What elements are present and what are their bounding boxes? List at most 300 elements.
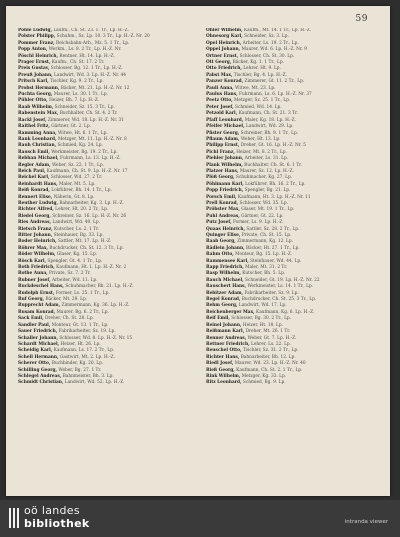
directory-entry [206, 297, 378, 302]
entry-name: Pabst Max, [206, 72, 233, 78]
entry-details: Zimmermann, Kg. 12. Lp. [237, 239, 294, 245]
entry-name: Porsch Emil, [206, 194, 237, 200]
directory-entry [206, 201, 378, 206]
entry-name: Ries Andreas, [18, 220, 52, 226]
directory-entry [18, 105, 190, 110]
directory-entry [206, 47, 378, 52]
entry-details: Näherin, Gt. 8. Lp. [53, 194, 95, 200]
entry-name: Rauch Michael, [206, 277, 244, 283]
directory-entry [206, 368, 378, 373]
entry-details: Dreher, Gt. 16. Lp. H.-Z. Nr. 5 [240, 143, 306, 149]
entry-name: Pohle Ludwig, [18, 28, 52, 33]
directory-entry [18, 278, 190, 283]
entry-name: Riedel Georg, [18, 213, 51, 219]
entry-name: Pflaum Adam, [206, 136, 240, 142]
directory-entry [206, 214, 378, 219]
entry-name: Reinhardt Hans, [18, 181, 58, 187]
entry-details: Heizer, Ht. 26. Lp. [60, 341, 101, 347]
directory-entry [18, 207, 190, 212]
entry-name: Otto Friedrich, [206, 66, 242, 72]
entry-details: Werkmeister, Ls. 14. 1 Tr., Lp. [247, 284, 314, 290]
directory-entry [18, 175, 190, 180]
entry-details: Lehrer, Ht. 20. 2 Tr., Lp. [55, 207, 109, 213]
entry-name: Paulus Hans, [206, 92, 238, 98]
directory-entry [206, 303, 378, 308]
directory-entry [206, 265, 378, 270]
directory-entry [206, 92, 378, 97]
entry-name: Raithel Fritz, [18, 124, 50, 130]
entry-details: Kaufmann, Ht. 1. Lp. H.-Z. Nr. 2 [56, 265, 127, 271]
entry-name: Pfister Georg, [206, 130, 240, 136]
entry-details: Witwe, Ht. 6. 1 Tr., Lp. [58, 130, 108, 136]
entry-name: Roder Heinrich, [18, 239, 57, 245]
entry-details: Werkm., Ls. 8. 2 Tr., Lp. H.-Z. Nr. [48, 47, 122, 53]
directory-entry [206, 175, 378, 180]
entry-details: Fuhrmann, Ls. 13. Lp. H.-Z. [60, 156, 121, 162]
directory-entry [18, 195, 190, 200]
entry-name: Pöschl Heinrich, [18, 53, 58, 59]
entry-details: Private, Ch. St. 15. Lp. [241, 233, 292, 238]
entry-details: Kaufmann, Ch. St. 2. 1 Tr., Lp. [236, 367, 303, 373]
entry-details: Spengler, Gt. 4. 1 Tr., Lp. [47, 258, 103, 264]
directory-entry [206, 143, 378, 148]
entry-details: Buchdrucker, Ch. St. 25. 3 Tr., Lp. [241, 297, 317, 303]
directory-entry [18, 246, 190, 251]
entry-details: Laufm., Ch. St. 23. 1. Tr., Lp. H.-Z. [53, 28, 129, 33]
directory-entry [18, 201, 190, 206]
entry-name: Platzer Hans, [206, 168, 239, 174]
directory-entry [18, 118, 190, 123]
entry-details: Gastwirt, Mt. 2. Lp. H.-Z. [59, 354, 115, 360]
entry-name: Ritz Leonhard, [206, 380, 242, 386]
directory-entry [18, 259, 190, 264]
directory-entry [206, 278, 378, 283]
entry-name: Preuß Johann, [18, 72, 53, 78]
directory-entry [206, 131, 378, 136]
entry-name: Probst Hermann, [18, 85, 60, 91]
directory-entry [18, 310, 190, 315]
directory-entry [18, 131, 190, 136]
entry-name: Pühler Otto, [18, 98, 48, 104]
directory-entry [206, 227, 378, 232]
directory-entry [18, 374, 190, 379]
entry-name: Reichenberger Max, [206, 309, 255, 315]
entry-name: Ramming Anna, [18, 130, 57, 136]
directory-entry [206, 188, 378, 193]
entry-name: Puhl Andreas, [206, 213, 240, 219]
entry-details: Weber, Bg. 27. 1 Tr. [58, 367, 102, 373]
entry-name: Pöhlmann Karl, [206, 181, 244, 187]
directory-entry [18, 342, 190, 347]
directory-entry [206, 284, 378, 289]
entry-details: Lokführer, Bh. 16. 2 Tr., Lp. [245, 181, 306, 187]
entry-details: Schlosser, Bg. 12. 1 Tr., Lp. H.-Z. [50, 66, 123, 72]
entry-name: Rädlein Johann, [206, 245, 245, 251]
directory-entry [18, 329, 190, 334]
directory-entry [206, 111, 378, 116]
directory-entry [206, 310, 378, 315]
entry-details: Rentner, Ht. 14. Lp. H.-Z. [59, 53, 115, 59]
entry-name: Pommer Franz, [18, 40, 55, 46]
directory-entry [18, 297, 190, 302]
directory-entry [18, 47, 190, 52]
library-logo-mark-icon [8, 506, 20, 530]
right-column [206, 28, 378, 490]
directory-entry [18, 143, 190, 148]
directory-entry [206, 118, 378, 123]
directory-entry [206, 169, 378, 174]
directory-entry [206, 60, 378, 65]
directory-entry [206, 329, 378, 334]
directory-entry [206, 336, 378, 341]
entry-details: Schuhmacher, Bh. 21. Lp. H.-Z. [65, 284, 134, 290]
entry-details: Reichsbahn-Arb., Mz. 5. 1 Tr., Lp. [56, 40, 130, 46]
entry-details: Sattler, Mt. 17. Lp. H.-Z. [58, 239, 112, 245]
directory-entry [18, 271, 190, 276]
entry-details: Landwirt, Wd. 3. Lp. H.-Z. Nr. 44 [54, 72, 126, 78]
entry-name: Puchta Georg, [18, 92, 53, 98]
entry-name: Rettner Friedrich, [206, 341, 250, 347]
entry-name: Ritter Johann, [18, 233, 53, 238]
entry-details: Kaufmann, Ch. St. 9. Lp. H.-Z. Nr. 17 [46, 168, 128, 174]
directory-entry [18, 66, 190, 71]
entry-name: Rauschert Hans, [206, 284, 247, 290]
entry-name: Oppel Johann, [206, 47, 241, 53]
entry-name: Plöß Georg, [206, 175, 235, 181]
viewer-label[interactable]: intranda viewer [344, 519, 388, 525]
entry-name: Peter Josef, [206, 104, 234, 110]
entry-details: Former, Ls. 9. Lp. H.-Z. [232, 220, 284, 226]
entry-name: Raab Georg, [206, 239, 236, 245]
directory-entry [18, 336, 190, 341]
entry-name: Rank Leonhard, [18, 136, 57, 142]
directory-entry [18, 169, 190, 174]
directory-entry [206, 163, 378, 168]
entry-details: Private, Sz. 7. 2 Tr. [49, 271, 91, 277]
directory-entry [18, 188, 190, 193]
entry-name: Schardt Michael, [18, 341, 60, 347]
entry-details: Zimmerer, Wd. 18. Lp. H.-Z. Nr. 31 [47, 117, 125, 123]
directory-entry [206, 28, 378, 33]
entry-details: Schlosser, Wd. 27. 2 Tr. [50, 175, 103, 181]
entry-name: Prell Konrad, [206, 200, 239, 206]
directory-entry [18, 98, 190, 103]
directory-entry [18, 92, 190, 97]
entry-details: Schmied, Bg. 9. Lp. [242, 380, 286, 386]
entry-details: Metzger, Sz. 25. 1 Tr., Lp. [233, 98, 291, 104]
entry-name: Opel Heinrich, [206, 40, 242, 46]
entry-details: Maler, Kg. 18. Lp. H.-Z. [244, 117, 296, 123]
entry-name: Quaas Heinrich, [206, 226, 246, 232]
directory-entry [206, 182, 378, 187]
directory-entry [18, 150, 190, 155]
entry-name: Rebitzer Adam, [206, 290, 244, 296]
entry-name: Ruf Georg, [18, 297, 45, 303]
entry-details: Maurer, Wd. 6. Lp. H.-Z. Nr. 9 [241, 47, 307, 53]
entry-name: Rink Wilhelm, [206, 373, 241, 379]
entry-name: Rauh Christian, [18, 143, 57, 149]
entry-details: Metzger, Kg. 33. Lp. [241, 373, 287, 379]
left-column [18, 28, 190, 490]
entry-details: Weber, Ht. 13. Lp. [240, 136, 281, 142]
entry-name: Rahm Otto, [206, 252, 234, 258]
library-logo[interactable] [8, 504, 118, 534]
directory-entry [206, 137, 378, 142]
entry-name: Rothe Anna, [18, 271, 48, 277]
directory-entry [206, 41, 378, 46]
entry-details: Maurer, Sz. 12. Lp. H.-Z. [239, 168, 294, 174]
entry-details: Kutscher, Ls. 2. 1 Tr. [54, 226, 100, 232]
entry-details: Maurer, Ls. 30. 1 Tr., Lp. [53, 92, 109, 98]
entry-name: Petzold Karl, [206, 111, 238, 117]
entry-name: Ott Georg, [206, 60, 232, 66]
directory-entry [206, 291, 378, 296]
directory-entry [18, 233, 190, 238]
directory-entry [206, 73, 378, 78]
entry-details: Tischler, Sz. 31. 2 Tr., Lp. [242, 348, 299, 354]
entry-name: Rupprecht Adam, [18, 303, 61, 309]
entry-details: Zimmerer, Gt. 11. 2 Tr., Lp. [244, 79, 305, 85]
directory-entry [18, 316, 190, 321]
entry-name: Rammensee Karl, [206, 258, 249, 264]
entry-details: Fabrikarbeiter, Sz. 9. Lp. [244, 290, 299, 296]
directory-entry [18, 220, 190, 225]
entry-name: Pritsch Karl, [18, 79, 49, 85]
entry-details: Maler, Mt. 5. Lp. [58, 181, 96, 187]
entry-name: Raab Wilhelm, [18, 104, 54, 110]
entry-details: Monteur, Gt. 13. 1 Tr., Lp. [51, 322, 109, 328]
directory-entry [18, 28, 190, 33]
entry-details: Kutscher, Bh. 5. Lp. [242, 271, 286, 277]
directory-entry [206, 271, 378, 276]
entry-details: Landwirt, Wd. 40. Lp. [52, 220, 100, 226]
entry-name: Rapp Friedrich, [206, 265, 244, 271]
entry-name: Schlegel Andreas, [18, 373, 62, 379]
entry-details: Buchdrucker, Ch. St. 12. 3 Tr., Lp. [49, 245, 124, 251]
entry-details: Sattler, Sz. 28. 2 Tr., Lp. [246, 226, 300, 232]
directory-entry [206, 380, 378, 385]
entry-details: Schuhmacher, Kg. 27. Lp. [235, 175, 293, 181]
entry-details: Kaufm., Ch. St. 17. 2 Tr. [51, 60, 105, 66]
directory-entry [206, 66, 378, 71]
directory-entry [206, 252, 378, 257]
entry-name: Rubner Josef, [18, 277, 51, 283]
directory-entry [18, 380, 190, 385]
directory-entry [206, 323, 378, 328]
entry-details: Werkmeister, Bg. 19. 2 Tr., Lp. [51, 149, 118, 155]
entry-details: Dreher, Mt. 26. 1 Tr. [245, 329, 291, 335]
entry-name: Reuschel Otto, [206, 348, 242, 354]
entry-details: Monteur, Bg. 15. Lp. H.-Z. [235, 252, 293, 258]
directory-entry [18, 79, 190, 84]
entry-name: Pfeifer Michael, [206, 124, 245, 130]
entry-name: Reinel Johann, [206, 322, 242, 328]
entry-details: Schneider, Sz. 3. Lp. [244, 34, 289, 40]
entry-name: Polster Philipp, [18, 34, 56, 40]
entry-name: Rasp Wilhelm, [206, 271, 241, 277]
directory-entry [18, 265, 190, 270]
directory-entry [18, 214, 190, 219]
entry-name: Rabenstein Max, [18, 111, 59, 117]
entry-name: Pröbster Max, [206, 207, 240, 213]
entry-details: Lehrer, Ls. 22. Lp. [251, 341, 292, 347]
entry-details: Metzger, Mt. 11. Lp. H.-Z. Nr. 8 [57, 136, 127, 142]
entry-details: Schlosser, Wd. 35. Lp. [239, 200, 288, 206]
directory-entry [18, 163, 190, 168]
directory-entry [206, 374, 378, 379]
entry-name: Rebhan Michael, [18, 156, 59, 162]
entry-name: Röder Wilhelm, [18, 252, 56, 258]
entry-name: Rösch Karl, [18, 258, 47, 264]
directory-entry [18, 86, 190, 91]
directory-entry [18, 182, 190, 187]
entry-name: Reif Emil, [206, 316, 230, 322]
directory-entry [206, 233, 378, 238]
directory-entry [206, 259, 378, 264]
entry-details: Kaufmann, Ht. 3. Lp. H.-Z. Nr. 11 [237, 194, 311, 200]
entry-details: Dreher, Ch. St. 28. Lp. [44, 316, 94, 322]
directory-entry [206, 342, 378, 347]
entry-details: Lehrer, Ht. 9. Lp. [243, 66, 281, 72]
entry-name: Quinger Elise, [206, 233, 241, 238]
directory-entry [18, 291, 190, 296]
entry-name: Pichl Franz, [206, 149, 235, 155]
directory-entry [18, 303, 190, 308]
entry-name: Reuther Ludwig, [18, 200, 59, 206]
logo-text-line1: oö landes [24, 504, 80, 517]
entry-details: Kaufmann, Kg. 6. Lp. H.-Z. [256, 309, 315, 315]
entry-details: Lokführer, Bh. 14. 1 Tr., Lp. [51, 188, 112, 194]
entry-details: Bahnarbeiter, Bh. 12. Lp. [240, 354, 296, 360]
directory-entry [206, 124, 378, 129]
directory-entry [18, 239, 190, 244]
directory-entry [18, 73, 190, 78]
entry-name: Schell Hermann, [18, 354, 59, 360]
directory-entry [18, 323, 190, 328]
directory-entry [18, 284, 190, 289]
entry-name: Piehler Johann, [206, 156, 244, 162]
entry-name: Rusam Konrad, [18, 309, 56, 315]
directory-entry [206, 98, 378, 103]
entry-details: Tischler, Bg. 4. Lp. H.-Z. [233, 72, 287, 78]
directory-entry [206, 105, 378, 110]
entry-name: Sandler Paul, [18, 322, 51, 328]
entry-name: Reißmann Karl, [206, 329, 245, 335]
entry-details: Schmied, Kg. 24. Lp. [57, 143, 103, 149]
entry-details: Schuhm., Sz. Lp. 10. 3 Tr., Lp. H.-Z. Nr. 20 [56, 34, 150, 40]
directory-entry [206, 355, 378, 360]
entry-details: Landwirt, Wd. 29. Lp. [245, 124, 294, 130]
entry-details: Steinhauer, Wd. 44. Lp. [250, 258, 302, 264]
entry-details: Bäcker, Mt. 29. Lp. [45, 297, 88, 303]
entry-name: Rehm Georg, [206, 303, 238, 309]
entry-name: Reichel Karl, [18, 175, 50, 181]
entry-details: Spengler, Bg. 21. Lp. [244, 188, 291, 194]
directory-entry [206, 86, 378, 91]
entry-name: Peetz Otto, [206, 98, 233, 104]
entry-details: Buchhalter, Ch. St. 6. 1 Tr. [244, 162, 303, 168]
entry-name: Panzer Konrad, [206, 79, 244, 85]
entry-details: Arbeiter, Wd. 11. Lp. [52, 277, 98, 283]
entry-name: Roth Friedrich, [18, 265, 55, 271]
entry-details: Schlosser, Wd. 8. Lp. H.-Z. Nr. 15 [59, 335, 133, 341]
entry-details: Schreiner, Sz. 16. Lp. H.-Z. Nr. 26 [52, 213, 127, 219]
directory-entry [206, 79, 378, 84]
directory-entry [18, 34, 190, 39]
entry-name: Schaller Johann, [18, 335, 58, 341]
entry-name: Regel Konrad, [206, 297, 241, 303]
entry-name: Rieß Georg, [206, 367, 235, 373]
entry-name: Schilling Georg, [18, 367, 58, 373]
entry-details: Glaser, Kg. 15. Lp. [56, 252, 98, 258]
directory-entry [206, 150, 378, 155]
directory-entry [18, 252, 190, 257]
entry-name: Pfaff Leonhard, [206, 117, 244, 123]
entry-name: Putz Josef, [206, 220, 232, 226]
directory-entry [206, 316, 378, 321]
entry-name: Preis Gustav, [18, 66, 50, 72]
directory-entry [18, 227, 190, 232]
entry-details: Heizer, Mt. 8. 2 Tr., Lp. [236, 149, 287, 155]
entry-name: Plank Wilhelm, [206, 162, 243, 168]
directory-entry [206, 34, 378, 39]
entry-details: Gärtner, Gt. 22. Lp. [241, 213, 284, 219]
entry-name: Rudolph Ernst, [18, 290, 55, 296]
entry-details: Schneider, Sz. 15. 3 Tr., Lp. [54, 104, 115, 110]
directory-entry [206, 195, 378, 200]
entry-name: Rausch Emil, [18, 149, 50, 155]
logo-text-line2: bibliothek [24, 517, 90, 530]
entry-details: Kaufmann, Ls. 17. 2 Tr., Lp. [53, 348, 115, 354]
entry-name: Popp Anton, [18, 47, 48, 53]
entry-details: Witwe, Mt. 23. Lp. [235, 85, 276, 91]
entry-name: Philipp Ernst, [206, 143, 240, 149]
entry-details: Bäcker, Ht. 27. 1 Tr., Lp. [246, 245, 300, 251]
entry-name: Sack Emil, [18, 316, 44, 322]
directory-entry [18, 60, 190, 65]
entry-details: Schmied, Wd. 14. Lp. [235, 104, 282, 110]
entry-details: Bahnmeister, Bh. 3. Lp. [62, 373, 114, 379]
entry-details: Schlosser, Bg. 30. 2 Tr., Lp. [231, 316, 292, 322]
entry-details: Heizer, Bh. 7. Lp. H.-Z. [49, 98, 100, 104]
entry-name: Renner Andreas, [206, 335, 247, 341]
entry-details: Landwirt, Wd. 52. Lp. H.-Z. [64, 380, 125, 386]
directory-entry [206, 361, 378, 366]
entry-details: Bahnarbeiter, Kg. 3. Lp. H.-Z. [59, 200, 124, 206]
entry-details: Former, Ls. 25. 1 Tr., Lp. [55, 290, 110, 296]
entry-details: Buchbinder, Kg. 20. Lp. [51, 361, 104, 367]
entry-details: Kaufmann, Ch. St. 21. 3 Tr. [238, 111, 298, 117]
entry-name: Reich Paul, [18, 168, 46, 174]
entry-name: Ohnesorg Karl, [206, 34, 243, 40]
entry-details: Weber, Gt. 7. Lp. H.-Z. [247, 335, 297, 341]
entry-name: Ortner Ernst, [206, 53, 239, 59]
entry-name: Regler Adam, [18, 162, 51, 168]
entry-name: Scheidig Karl, [18, 348, 53, 354]
entry-name: Rackl Josef, [18, 117, 47, 123]
entry-details: Schlosser, Ch. St. 30. Lp. [239, 53, 295, 59]
entry-details: Gärtner, Gt. 2. Lp. [51, 124, 91, 130]
entry-details: Arbeiter, Ls. 31. Lp. [244, 156, 289, 162]
entry-name: Schmidt Christian, [18, 380, 64, 386]
directory-entry [206, 220, 378, 225]
entry-name: Ruckdeschel Hans, [18, 284, 64, 290]
directory-entry [18, 137, 190, 142]
entry-name: Röhrer Max, [18, 245, 48, 251]
entry-details: Landwirt, Wd. 17. Lp. [238, 303, 287, 309]
entry-name: Sauer Friedrich, [18, 329, 58, 335]
entry-name: Prager Ernst, [18, 60, 51, 66]
